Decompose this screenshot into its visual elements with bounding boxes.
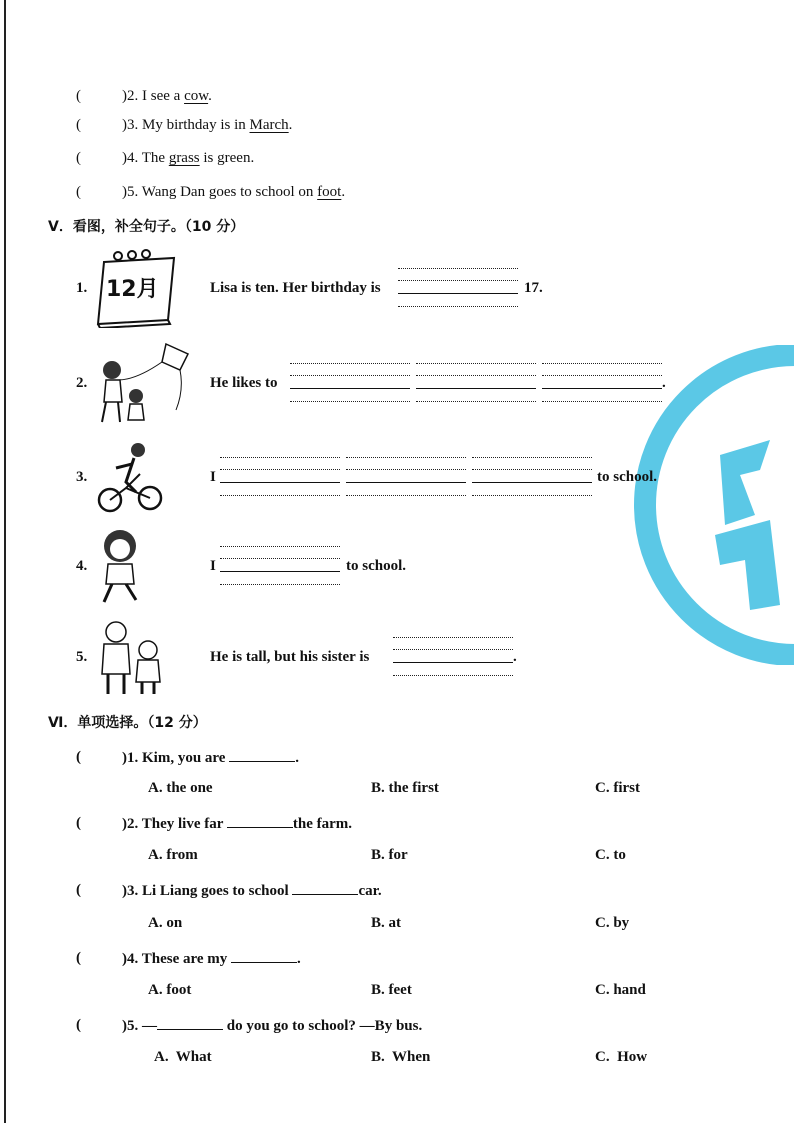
s5-item-4-sentence: I: [210, 558, 216, 574]
tall-boy-and-short-sister-icon: [96, 618, 168, 698]
kids-flying-kite-icon: [96, 340, 206, 430]
calendar-month-text: 12月: [106, 277, 159, 302]
underlined-word: foot: [317, 184, 342, 200]
s5-item-2-writing-lines-2[interactable]: [416, 363, 536, 403]
page-margin-line: [4, 0, 6, 1123]
underlined-word: cow: [184, 88, 209, 104]
s6-q2-option-a[interactable]: A. from: [148, 847, 198, 863]
s5-item-3-number: 3.: [76, 469, 88, 485]
answer-paren[interactable]: (: [76, 184, 81, 200]
s5-item-2-number: 2.: [76, 375, 88, 391]
underlined-word: grass: [168, 150, 200, 166]
answer-blank[interactable]: [231, 948, 297, 963]
s5-item-4-writing-lines[interactable]: [220, 546, 340, 586]
answer-paren[interactable]: (: [76, 88, 81, 104]
s6-q5-option-c[interactable]: C. How: [595, 1049, 648, 1065]
answer-blank[interactable]: [227, 813, 293, 828]
s5-item-3-sentence: I: [210, 469, 216, 485]
answer-paren[interactable]: (: [76, 1017, 81, 1033]
s6-q2-option-c[interactable]: C. to: [595, 847, 626, 863]
section-5-title: V．看图，补全句子。（10 分）: [48, 219, 245, 235]
s6-q3-option-b[interactable]: B. at: [371, 915, 401, 931]
s5-item-5-ending: .: [513, 649, 517, 665]
section-6-title: Ⅵ．单项选择。（12 分）: [48, 715, 207, 731]
s5-item-1-sentence: Lisa is ten. Her birthday is: [210, 280, 381, 296]
s5-item-3-writing-lines-1[interactable]: [220, 457, 340, 497]
s5-item-5-number: 5.: [76, 649, 88, 665]
s5-item-2-writing-lines-1[interactable]: [290, 363, 410, 403]
underlined-word: March: [249, 117, 289, 133]
s6-q2-option-b[interactable]: B. for: [371, 847, 408, 863]
answer-paren[interactable]: (: [76, 749, 81, 765]
answer-blank[interactable]: [157, 1015, 223, 1030]
s5-item-3-ending: to school.: [597, 469, 657, 485]
s6-q1-option-b[interactable]: B. the first: [371, 780, 439, 796]
s6-q3-option-a[interactable]: A. on: [148, 915, 183, 931]
s5-item-3-writing-lines-2[interactable]: [346, 457, 466, 497]
s5-item-1-writing-lines[interactable]: [398, 268, 518, 308]
answer-blank[interactable]: [292, 880, 358, 895]
answer-paren[interactable]: (: [76, 117, 81, 133]
answer-paren[interactable]: (: [76, 950, 81, 966]
s5-item-4-ending: to school.: [346, 558, 406, 574]
answer-paren[interactable]: (: [76, 882, 81, 898]
s5-item-5-writing-lines[interactable]: [393, 637, 513, 677]
child-walking-icon: [96, 528, 146, 608]
answer-blank[interactable]: [229, 747, 295, 762]
s5-item-3-writing-lines-3[interactable]: [472, 457, 592, 497]
answer-paren[interactable]: (: [76, 150, 81, 166]
s6-q1-option-c[interactable]: C. first: [595, 780, 640, 796]
s5-item-2-writing-lines-3[interactable]: [542, 363, 662, 403]
s5-item-1-ending: 17.: [524, 280, 543, 296]
s6-q1-option-a[interactable]: A. the one: [148, 780, 213, 796]
answer-paren[interactable]: (: [76, 815, 81, 831]
s6-q5-option-a[interactable]: A. What: [154, 1049, 212, 1065]
s5-item-5-sentence: He is tall, but his sister is: [210, 649, 370, 665]
s6-q4-option-a[interactable]: A. foot: [148, 982, 192, 998]
s5-item-2-ending: .: [662, 375, 666, 391]
person-riding-bike-icon: [96, 438, 166, 518]
s5-item-1-number: 1.: [76, 280, 88, 296]
s6-q4-option-c[interactable]: C. hand: [595, 982, 646, 998]
s6-q4-option-b[interactable]: B. feet: [371, 982, 412, 998]
s6-q3-option-c[interactable]: C. by: [595, 915, 630, 931]
s5-item-4-number: 4.: [76, 558, 88, 574]
s5-item-2-sentence: He likes to: [210, 375, 278, 391]
s6-q5-option-b[interactable]: B. When: [371, 1049, 431, 1065]
